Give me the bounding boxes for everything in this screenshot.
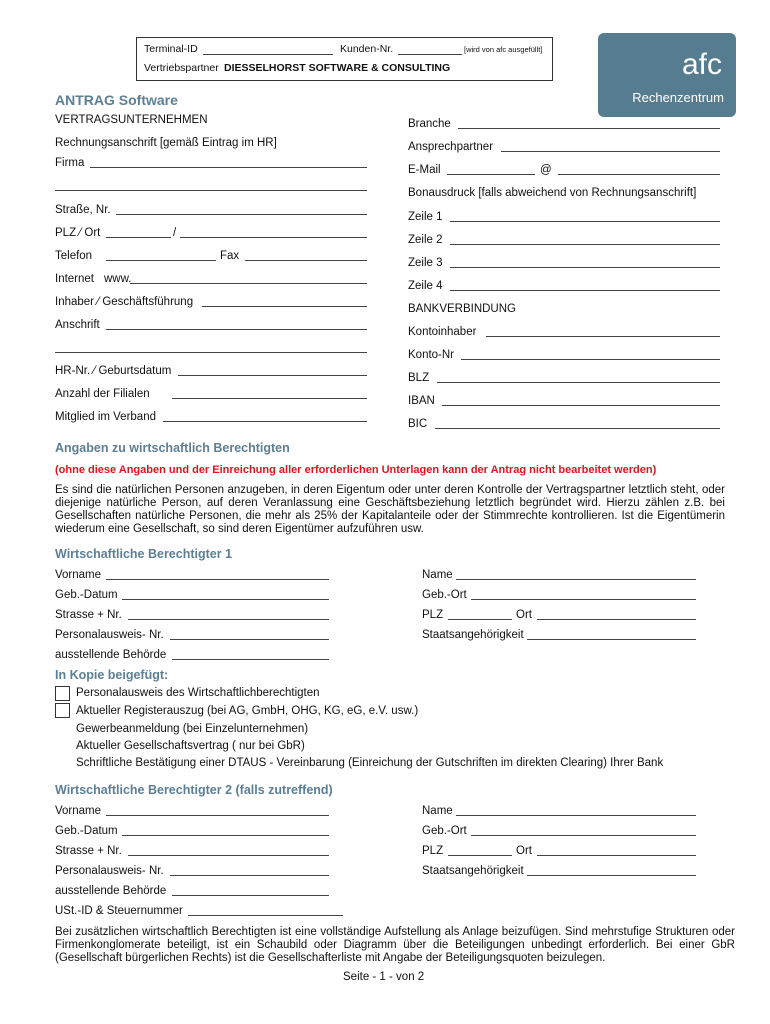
wb2-name-label: Name [422,805,453,817]
wb1-ort-field[interactable] [537,619,696,620]
wb1-strasse-field[interactable] [128,619,329,620]
wb2-staat-field[interactable] [527,875,696,876]
wb1-strasse-label: Strasse + Nr. [55,609,122,621]
branche-field[interactable] [458,128,720,129]
wb2-behoerde-label: ausstellende Behörde [55,885,167,897]
iban-field[interactable] [442,405,720,406]
plz-field[interactable] [106,237,171,238]
beneficial-warning: (ohne diese Angaben und der Einreichung aller erforderlichen Unterlagen kann der Antrag nicht bearbeitet werden) [55,464,657,476]
wb2-ust-field[interactable] [188,915,343,916]
filialen-field[interactable] [172,398,367,399]
hr-nr-label: HR-Nr. ⁄ Geburtsdatum [55,365,172,377]
wb1-plz-label: PLZ [422,609,444,621]
wb2-plz-label: PLZ [422,845,444,857]
kopie-item-5: Schriftliche Bestätigung einer DTAUS - Vereinbarung (Einreichung der Gutschriften im direkten Clearing) Ihrer Bank [76,757,664,769]
kopie-checkbox-2[interactable] [55,703,70,718]
kopie-heading: In Kopie beigefügt: [55,668,169,682]
wb1-ausweis-label: Personalausweis- Nr. [55,629,164,641]
wb1-name-field[interactable] [456,579,696,580]
wb1-name-label: Name [422,569,453,581]
kopie-checkbox-1[interactable] [55,686,70,701]
internet-field[interactable] [130,283,367,284]
plz-ort-slash: / [173,227,177,239]
wb1-staat-field[interactable] [527,639,696,640]
hr-nr-field[interactable] [178,375,367,376]
wb1-geb-ort-field[interactable] [471,599,696,600]
wb1-staat-label: Staatsangehörigkeit [422,629,524,641]
zeile4-label: Zeile 4 [408,280,443,292]
wb2-strasse-field[interactable] [128,855,329,856]
footer-paragraph: Bei zusätzlichen wirtschaftlich Berechtigten ist eine vollständige Aufstellung als Anlage beizufügen. Sind mehrstufige Strukturen oder Firmenkonglomerate beteiligt, ist ein Schaubild oder Diagramm über die Beteiligungen unbedingt erforderlich. Bei einer GbR (Gesellschaft bürgerlichen Rechts) ist die Gesellschafterliste mit Angabe der Beteiligungsquoten beizulegen. [55,926,735,964]
zeile2-field[interactable] [450,244,720,245]
fax-label: Fax [220,250,240,262]
vertriebspartner-value: DIESSELHORST SOFTWARE & CONSULTING [224,62,451,74]
wb2-heading: Wirtschaftliche Berechtigter 2 (falls zutreffend) [55,783,333,797]
page-number: Seite - 1 - von 2 [343,971,425,983]
bankverbindung-heading: BANKVERBINDUNG [408,303,516,315]
terminal-id-label: Terminal-ID [144,43,198,55]
email-label: E-Mail [408,164,441,176]
bonusdruck-label: Bonausdruck [falls abweichend von Rechnungsanschrift] [408,187,697,199]
wb2-ausweis-field[interactable] [170,875,329,876]
telefon-field[interactable] [106,260,216,261]
vertriebspartner-label: Vertriebspartner [144,62,219,74]
zeile3-field[interactable] [450,267,720,268]
wb1-vorname-label: Vorname [55,569,102,581]
terminal-id-field[interactable] [203,54,333,55]
zeile1-field[interactable] [450,221,720,222]
wb1-behoerde-field[interactable] [172,659,329,660]
verband-label: Mitglied im Verband [55,411,156,423]
email-domain-field[interactable] [558,174,720,175]
kunden-nr-label: Kunden-Nr. [340,43,394,55]
wb1-ausweis-field[interactable] [170,639,329,640]
telefon-label: Telefon [55,250,93,262]
vertragsunternehmen-heading: VERTRAGSUNTERNEHMEN [55,114,208,126]
strasse-field[interactable] [116,214,367,215]
wb2-name-field[interactable] [456,815,696,816]
wb2-vorname-field[interactable] [106,815,329,816]
wb2-geb-ort-label: Geb.-Ort [422,825,467,837]
wb2-ort-label: Ort [516,845,532,857]
anschrift-field-2[interactable] [55,352,367,353]
wb2-plz-field[interactable] [448,855,512,856]
email-at: @ [540,164,552,176]
inhaber-field[interactable] [202,306,367,307]
branche-label: Branche [408,118,451,130]
filialen-label: Anzahl der Filialen [55,388,150,400]
zeile4-field[interactable] [450,290,720,291]
kopie-item-1: Personalausweis des Wirtschaftlichberechtigten [76,687,320,699]
wb2-ust-label: USt.-ID & Steuernummer [55,905,183,917]
wb1-vorname-field[interactable] [106,579,329,580]
firma-field-2[interactable] [55,190,367,191]
firma-field[interactable] [90,167,367,168]
bic-label: BIC [408,418,428,430]
verband-field[interactable] [163,421,367,422]
zeile2-label: Zeile 2 [408,234,443,246]
wb2-strasse-label: Strasse + Nr. [55,845,122,857]
fax-field[interactable] [245,260,367,261]
kontoinhaber-field[interactable] [486,336,720,337]
wb1-ort-label: Ort [516,609,532,621]
wb2-behoerde-field[interactable] [172,895,329,896]
logo-brand: afc [681,48,722,81]
email-user-field[interactable] [447,174,535,175]
kontoinhaber-label: Kontoinhaber [408,326,477,338]
blz-label: BLZ [408,372,430,384]
anschrift-label: Anschrift [55,319,100,331]
blz-field[interactable] [437,382,720,383]
kunden-nr-field[interactable] [398,54,462,55]
www-prefix: www. [104,273,132,285]
zeile3-label: Zeile 3 [408,257,443,269]
wb2-ausweis-label: Personalausweis- Nr. [55,865,164,877]
zeile1-label: Zeile 1 [408,211,443,223]
beneficial-paragraph: Es sind die natürlichen Personen anzugeben, in deren Eigentum oder unter deren Kontrolle der Vertragspartner letztlich steht, oder diejenige natürliche Person, auf deren Veranlassung eine Geschäftsbeziehung letztlich begründet wird. Hierzu zählen z.B. bei Gesellschaften natürliche Personen, die mehr als 25% der Kapitalanteile oder der Stimmrechte kontrollieren. Ist die Eigentümerin wiederum eine Gesellschaft, so sind deren Eigentümer aufzuführen usw. [55,484,725,535]
konto-nr-field[interactable] [461,359,720,360]
inhaber-label: Inhaber ⁄ Geschäftsführung [55,296,194,308]
logo-sub: Rechenzentrum [632,90,724,105]
wb2-staat-label: Staatsangehörigkeit [422,865,524,877]
bic-field[interactable] [435,428,720,429]
kopie-item-4: Aktueller Gesellschaftsvertrag ( nur bei GbR) [76,740,305,752]
wb2-geb-ort-field[interactable] [471,835,696,836]
beneficial-heading: Angaben zu wirtschaftlich Berechtigten [55,441,290,455]
kopie-item-2: Aktueller Registerauszug (bei AG, GmbH, OHG, KG, eG, e.V. usw.) [76,705,419,717]
rechnungsanschrift-label: Rechnungsanschrift [gemäß Eintrag im HR] [55,137,277,149]
strasse-label: Straße, Nr. [55,204,111,216]
wb1-behoerde-label: ausstellende Behörde [55,649,167,661]
wb1-heading: Wirtschaftliche Berechtigter 1 [55,547,233,561]
kunden-nr-note: [wird von afc ausgefüllt] [464,45,543,54]
konto-nr-label: Konto-Nr [408,349,455,361]
anschrift-field[interactable] [106,329,367,330]
internet-label: Internet [55,273,94,285]
wb1-geb-ort-label: Geb.-Ort [422,589,467,601]
ansprechpartner-label: Ansprechpartner [408,141,494,153]
plz-ort-label: PLZ ⁄ Ort [55,227,101,239]
kopie-item-3: Gewerbeanmeldung (bei Einzelunternehmen) [76,723,309,735]
wb2-geb-datum-label: Geb.-Datum [55,825,118,837]
page-title: ANTRAG Software [55,92,178,108]
wb1-geb-datum-field[interactable] [122,599,329,600]
firma-label: Firma [55,157,85,169]
ansprechpartner-field[interactable] [501,151,720,152]
afc-logo [598,33,736,117]
iban-label: IBAN [408,395,435,407]
wb2-ort-field[interactable] [537,855,696,856]
wb1-geb-datum-label: Geb.-Datum [55,589,118,601]
wb1-plz-field[interactable] [448,619,512,620]
wb2-vorname-label: Vorname [55,805,102,817]
wb2-geb-datum-field[interactable] [122,835,329,836]
ort-field[interactable] [180,237,367,238]
